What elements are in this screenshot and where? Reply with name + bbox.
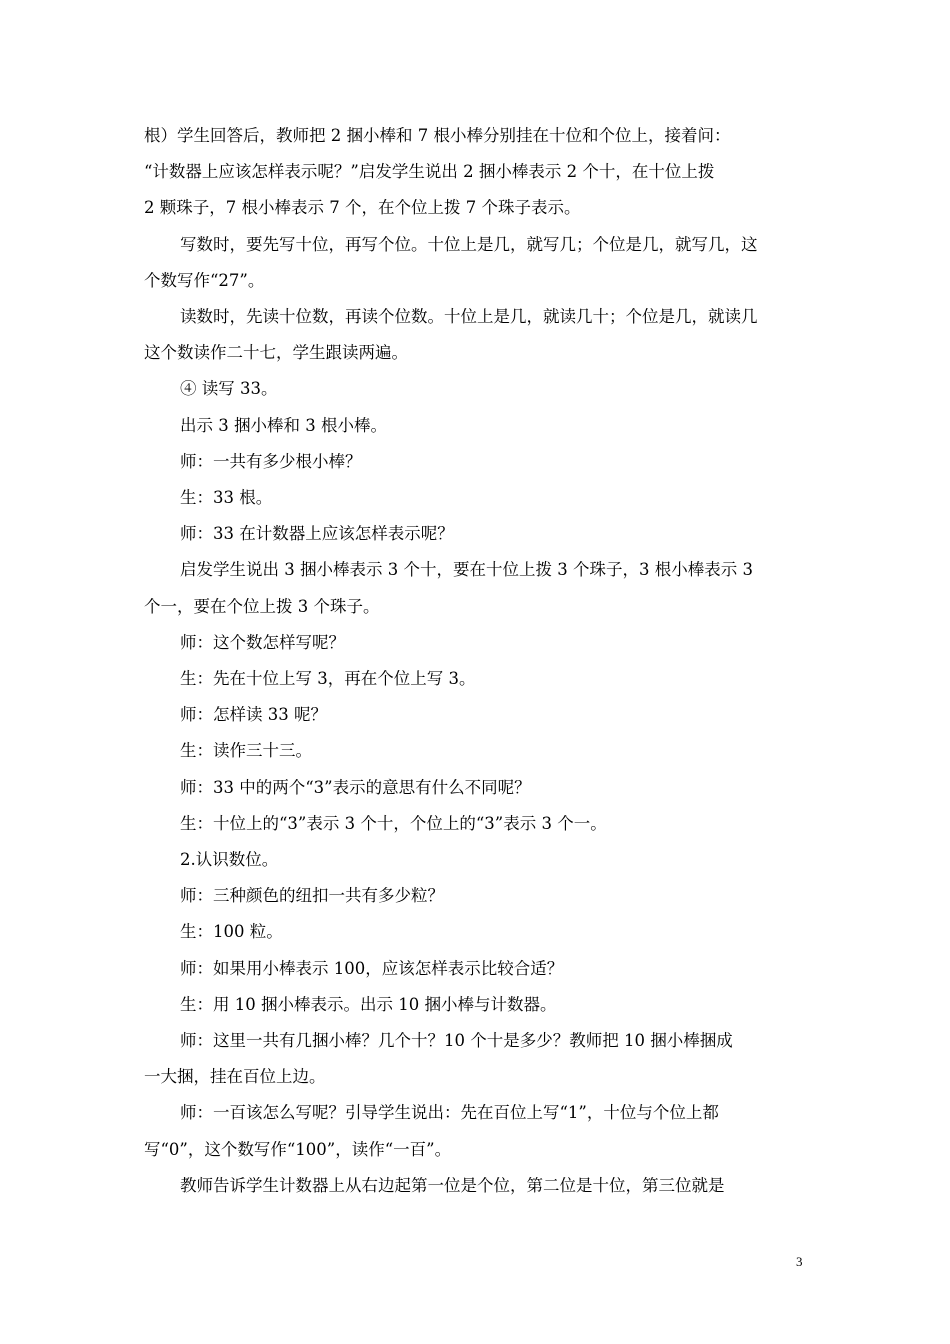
text-line: “计数器上应该怎样表示呢？”启发学生说出 2 捆小棒表示 2 个十，在十位上拨 bbox=[144, 162, 715, 182]
text-line: 师：一共有多少根小棒？ bbox=[180, 451, 362, 471]
text-line: 2.认识数位。 bbox=[180, 850, 279, 870]
text-line: 启发学生说出 3 捆小棒表示 3 个十，要在十位上拨 3 个珠子，3 根小棒表示 3 bbox=[180, 560, 753, 580]
text-line: 个数写作“27”。 bbox=[144, 270, 265, 290]
text-line: 生：读作三十三。 bbox=[180, 741, 312, 761]
text-line: 师：一百该怎么写呢？引导学生说出：先在百位上写“1”，十位与个位上都 bbox=[180, 1103, 719, 1123]
text-line: 生：用 10 捆小棒表示。出示 10 捆小棒与计数器。 bbox=[180, 994, 557, 1014]
text-line: 教师告诉学生计数器上从右边起第一位是个位，第二位是十位，第三位就是 bbox=[180, 1175, 725, 1195]
page-number: 3 bbox=[796, 1254, 803, 1269]
text-line: 2 颗珠子，7 根小棒表示 7 个，在个位上拨 7 个珠子表示。 bbox=[144, 198, 581, 218]
text-line: 师：三种颜色的纽扣一共有多少粒？ bbox=[180, 886, 444, 906]
text-line: 师：33 在计数器上应该怎样表示呢？ bbox=[180, 524, 454, 544]
text-line: 师：这里一共有几捆小棒？几个十？10 个十是多少？教师把 10 捆小棒捆成 bbox=[180, 1031, 733, 1051]
text-line: 个一，要在个位上拨 3 个珠子。 bbox=[144, 596, 380, 616]
text-line: 生：33 根。 bbox=[180, 488, 273, 508]
text-line: 写“0”，这个数写作“100”，读作“一百”。 bbox=[144, 1139, 452, 1159]
text-line: 出示 3 捆小棒和 3 根小棒。 bbox=[180, 415, 387, 435]
text-line: 师：如果用小棒表示 100，应该怎样表示比较合适？ bbox=[180, 958, 564, 978]
text-line: 一大捆，挂在百位上边。 bbox=[144, 1067, 326, 1087]
text-line: 写数时，要先写十位，再写个位。十位上是几，就写几；个位是几，就写几，这 bbox=[180, 234, 758, 254]
text-line: 生：十位上的“3”表示 3 个十，个位上的“3”表示 3 个一。 bbox=[180, 813, 607, 833]
document-body bbox=[144, 118, 816, 1204]
text-line: 根）学生回答后，教师把 2 捆小棒和 7 根小棒分别挂在十位和个位上，接着问： bbox=[144, 126, 731, 145]
text-line: 师：怎样读 33 呢？ bbox=[180, 705, 327, 725]
text-line: 读数时，先读十位数，再读个位数。十位上是几，就读几十；个位是几，就读几 bbox=[180, 307, 758, 327]
text-line: 师：这个数怎样写呢？ bbox=[180, 632, 345, 652]
text-line: ④ 读写 33。 bbox=[180, 379, 278, 399]
text-line: 生：100 粒。 bbox=[180, 922, 283, 942]
text-line: 这个数读作二十七，学生跟读两遍。 bbox=[144, 343, 408, 363]
text-line: 生：先在十位上写 3，再在个位上写 3。 bbox=[180, 669, 476, 689]
text-line: 师：33 中的两个“3”表示的意思有什么不同呢？ bbox=[180, 777, 531, 797]
